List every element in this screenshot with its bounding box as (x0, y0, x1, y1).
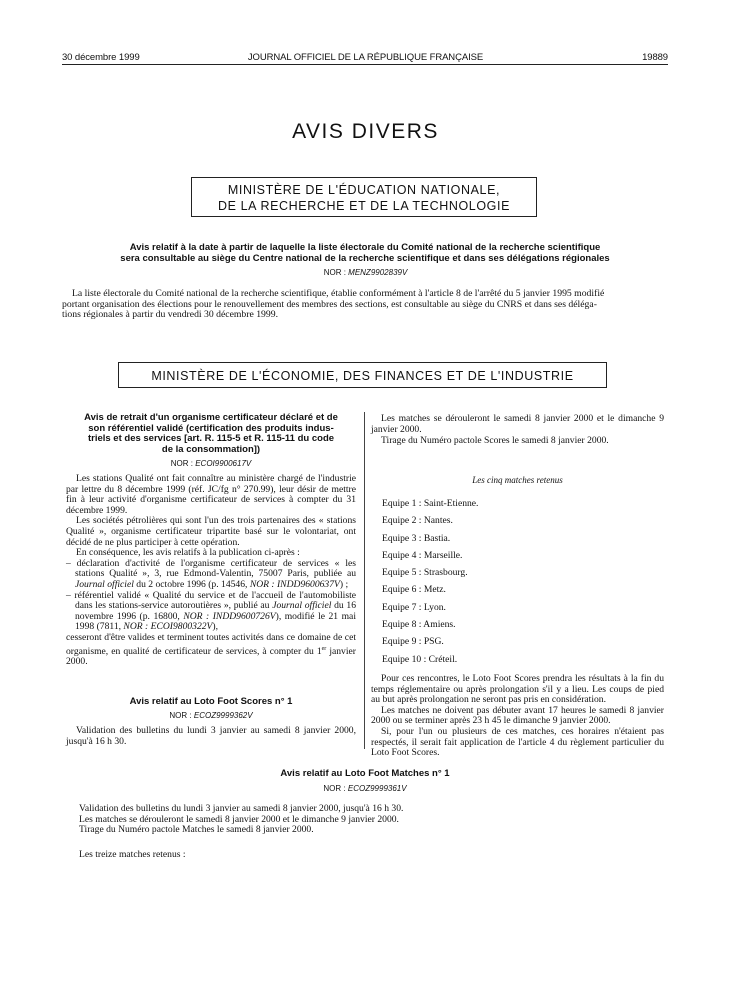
avis3-p2: Les matches se dérouleront le samedi 8 janvier 2000 et le dimanche 9 janvier 2000. (371, 413, 664, 435)
list-item: Equipe 8 : Amiens. (382, 619, 456, 631)
avis1-title-line1: Avis relatif à la date à partir de laquelle la liste électorale du Comité national de la recherche scientifique (129, 242, 601, 253)
ministry-education-box (191, 177, 537, 217)
header-page-number: 19889 (642, 52, 668, 63)
avis2-nor: NOR : ECOI9900617V (170, 459, 252, 468)
avis2-item-referentiel: – référentiel validé « Qualité du service et de l'accueil de l'automobiliste dans les stations-service autoroutières », publié au Journal officiel du 16 novembre 1996 (p. 16800, NOR : INDD9600726V), modifié le 21 mai 1998 (7811, NOR : ECOI9800322V), (66, 589, 356, 633)
list-item: Equipe 2 : Nantes. (382, 515, 453, 527)
avis2-item-declaration: – déclaration d'activité de l'organisme certificateur de services « les stations Qualité », 3, rue Edmond-Valentin, 75007 Paris, publiée au Journal officiel du 2 octobre 1996 (p. 14546, NOR : INDD9600637V) ; (66, 557, 356, 590)
avis4-line3: Tirage du Numéro pactole Matches le samedi 8 janvier 2000. (79, 824, 314, 836)
list-item: Equipe 5 : Strasbourg. (382, 567, 468, 579)
avis3-cinq-title: Les cinq matches retenus (472, 475, 563, 485)
avis3-p6: Si, pour l'un ou plusieurs de ces matches, ces horaires n'étaient pas respectés, il serait fait application de l'article 4 du règlement particulier du Loto Foot Scores. (371, 725, 664, 759)
avis2-title: Avis de retrait d'un organisme certificateur déclaré et de son référentiel validé (certification des produits indus- triels et des services [art. R. 115-5 et R. 115-11 du code de la consommation]) (84, 412, 338, 455)
avis1-body (62, 289, 668, 321)
ministry-education-line1: MINISTÈRE DE L'ÉDUCATION NATIONALE, (227, 183, 501, 197)
ministry-economie-line1: MINISTÈRE DE L'ÉCONOMIE, DES FINANCES ET DE L'INDUSTRIE (151, 369, 574, 383)
avis2-nor-code: ECOI9900617V (195, 459, 252, 468)
avis1-title-line2: sera consultable au siège du Centre national de la recherche scientifique et dans ses délégations régionales (120, 252, 610, 264)
list-item: Equipe 4 : Marseille. (382, 549, 463, 561)
avis4-line4: Les treize matches retenus : (79, 848, 186, 860)
avis4-line2: Les matches se dérouleront le samedi 8 janvier 2000 et le dimanche 9 janvier 2000. (79, 813, 399, 825)
avis3-p5: Les matches ne doivent pas débuter avant 17 heures le samedi 8 janvier 2000 ou se terminer après 23 h 45 le dimanche 9 janvier 2000. (371, 704, 664, 727)
avis2-p1: Les stations Qualité ont fait connaître au ministère chargé de l'industrie par lettre du 8 décembre 1999 (réf. JC/fg n° 270.99), leur désir de mettre fin à leur activité d'organisme certificateur de services à compter du 31 décembre 1999. (66, 473, 356, 516)
avis3-body-right-bottom (371, 674, 664, 759)
avis3-title: Avis relatif au Loto Foot Scores n° 1 (129, 696, 293, 707)
list-item: Equipe 7 : Lyon. (382, 601, 446, 613)
avis1-body-line1: La liste électorale du Comité national de la recherche scientifique, établie conformément à l'article 8 de l'arrêté du 5 janvier 1995 modifié (72, 288, 605, 299)
avis1-nor-code: MENZ9902839V (348, 268, 408, 277)
list-item: Equipe 1 : Saint-Etienne. (382, 498, 479, 509)
avis4-body (79, 804, 669, 860)
avis1-nor: NOR : MENZ9902839V (323, 268, 408, 277)
avis3-body-left (66, 726, 356, 747)
avis3-equipes-list (382, 495, 652, 668)
avis3-nor: NOR : ECOZ9999362V (169, 711, 253, 720)
avis2-p4: cesseront d'être valides et terminent toutes activités dans ce domaine de cet organisme, en qualité de certificateur de services, à compter du 1er janvier 2000. (66, 631, 356, 668)
avis3-nor-code: ECOZ9999362V (193, 711, 253, 720)
list-item: Equipe 10 : Créteil. (382, 653, 458, 665)
ministry-economie-box (118, 362, 607, 388)
header-journal-title: JOURNAL OFFICIEL DE LA RÉPUBLIQUE FRANÇAISE (247, 52, 484, 63)
avis3-p3: Tirage du Numéro pactole Scores le samedi 8 janvier 2000. (381, 435, 609, 447)
avis1-body-line3: tions régionales à partir du vendredi 30 décembre 1999. (62, 309, 279, 321)
list-item: Equipe 9 : PSG. (382, 636, 444, 648)
avis1-title (62, 243, 668, 264)
avis2-p3: En conséquence, les avis relatifs à la publication ci-après : (76, 547, 300, 559)
list-item: Equipe 3 : Bastia. (382, 532, 451, 544)
avis4-title: Avis relatif au Loto Foot Matches n° 1 (280, 768, 450, 779)
list-item: Equipe 6 : Metz. (382, 584, 446, 596)
ministry-education-line2: DE LA RECHERCHE ET DE LA TECHNOLOGIE (217, 199, 511, 213)
avis3-p4: Pour ces rencontres, le Loto Foot Scores prendra les résultats à la fin du temps réglementaire ou après prolongation s'il y a lieu. Les coups de pied au but après prolongation ne seront pas pris en considération. (371, 673, 664, 706)
avis4-line1: Validation des bulletins du lundi 3 janvier au samedi 8 janvier 2000, jusqu'à 16 h 30. (79, 803, 404, 814)
avis3-p1: Validation des bulletins du lundi 3 janvier au samedi 8 janvier 2000, jusqu'à 16 h 30. (66, 725, 356, 747)
column-divider (364, 412, 365, 749)
avis1-body-line2: portant organisation des élections pour le renouvellement des membres des sections, est consultable au siège du CNRS et dans ses déléga- (62, 298, 597, 310)
header-rule (62, 64, 668, 65)
section-title: AVIS DIVERS (292, 120, 439, 143)
avis4-nor: NOR : ECOZ9999361V (323, 784, 407, 793)
avis2-p2: Les sociétés pétrolières qui sont l'un des trois partenaires des « stations Qualité », organisme certificateur tripartite basé sur le volontariat, ont décidé de ne plus participer à cette opération. (66, 515, 356, 548)
avis4-nor-code: ECOZ9999361V (347, 784, 407, 793)
avis3-body-right-top (371, 414, 664, 447)
avis2-body (66, 474, 356, 668)
header-date: 30 décembre 1999 (62, 52, 140, 63)
